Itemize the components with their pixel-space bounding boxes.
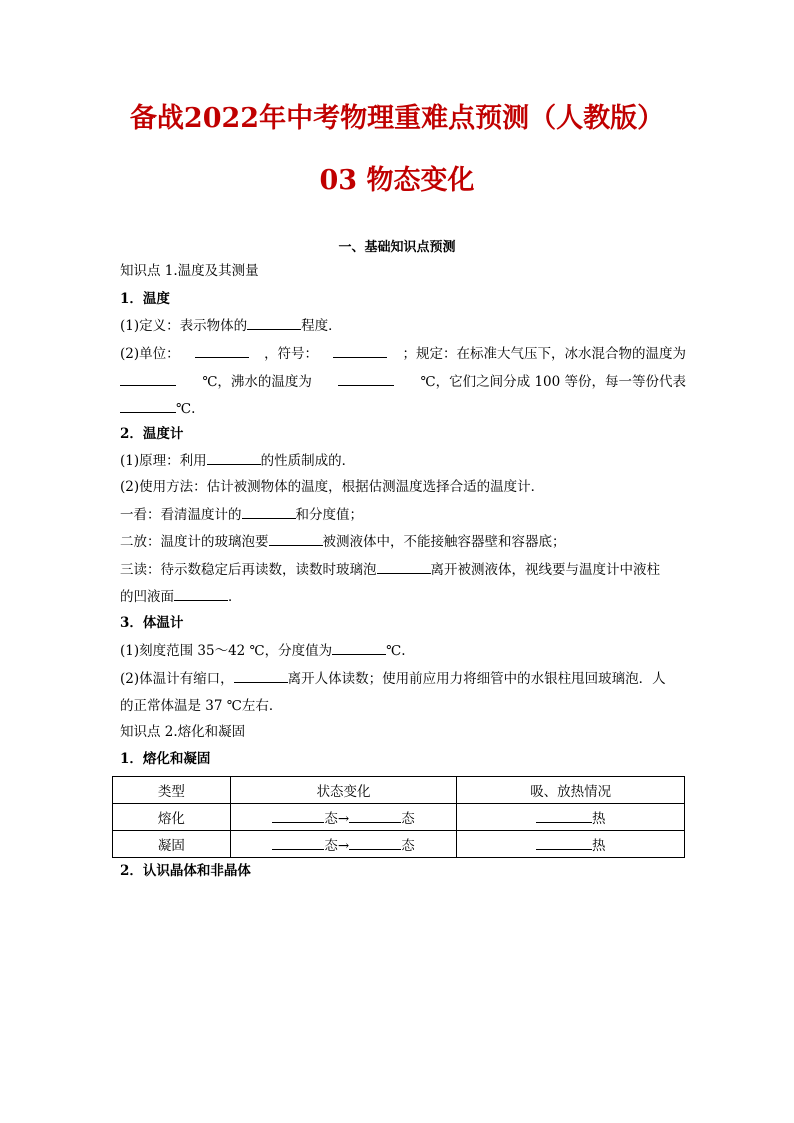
crystal-heading: 2．认识晶体和非晶体 <box>120 863 251 879</box>
type-cell: 凝固 <box>113 831 231 858</box>
text: 态→ <box>324 838 350 854</box>
header-state-change: 状态变化 <box>230 777 457 804</box>
definition-line <box>120 317 686 335</box>
unit-line-2 <box>120 373 686 391</box>
clinical-thermometer-heading: 3．体温计 <box>120 615 184 631</box>
document-title: 备战2022年中考物理重难点预测（人教版） <box>129 103 665 134</box>
table-header-row <box>113 777 685 804</box>
text: 的性质制成的． <box>260 453 356 469</box>
text: 离开人体读数；使用前应用力将细管中的水银柱甩回玻璃泡．人 <box>287 671 666 687</box>
text: ℃. <box>386 643 406 659</box>
answer-blank[interactable] <box>272 810 324 823</box>
heat-cell <box>457 804 685 831</box>
melting-solidifying-table <box>112 776 685 858</box>
answer-blank[interactable] <box>338 373 394 386</box>
section-heading: 一、基础知识点预测 <box>338 240 456 255</box>
answer-blank[interactable] <box>195 345 249 358</box>
text: 和分度值； <box>295 507 363 523</box>
text: ． <box>228 589 242 605</box>
text: 一看：看清温度计的 <box>120 507 242 523</box>
answer-blank[interactable] <box>207 452 261 465</box>
range-line <box>120 642 686 660</box>
place-line <box>120 533 686 551</box>
answer-blank[interactable] <box>242 506 296 519</box>
text: 态 <box>401 811 415 827</box>
unit-line <box>120 345 686 363</box>
text: 热 <box>591 838 606 854</box>
answer-blank[interactable] <box>536 810 592 823</box>
type-cell: 熔化 <box>113 804 231 831</box>
text: 三读：待示数稳定后再读数，读数时玻璃泡 <box>120 562 377 578</box>
text: ，符号： <box>264 346 319 362</box>
text: 程度． <box>301 318 342 334</box>
answer-blank[interactable] <box>234 670 288 683</box>
text: (2)单位： <box>120 346 180 362</box>
text: (1)原理：利用 <box>120 453 207 469</box>
text: ℃，沸水的温度为 <box>202 374 312 390</box>
answer-blank[interactable] <box>120 373 176 386</box>
answer-blank[interactable] <box>377 561 431 574</box>
text: (2)体温计有缩口， <box>120 671 234 687</box>
text: 热 <box>591 811 606 827</box>
answer-blank[interactable] <box>269 533 323 546</box>
document-subtitle: 03 物态变化 <box>319 165 475 196</box>
usage-line: (2)使用方法：估计被测物体的温度，根据估测温度选择合适的温度计． <box>120 479 545 495</box>
principle-line <box>120 452 686 470</box>
answer-blank[interactable] <box>333 345 387 358</box>
thermometer-heading: 2．温度计 <box>120 426 184 442</box>
answer-blank[interactable] <box>349 837 401 850</box>
read-line <box>120 561 686 579</box>
text: 的凹液面 <box>120 589 174 605</box>
text: ℃，它们之间分成 100 等份，每一等份代表 <box>420 374 686 390</box>
answer-blank[interactable] <box>120 400 176 413</box>
state-change-cell <box>230 831 457 858</box>
knowledge-point-2-heading: 知识点 2.熔化和凝固 <box>120 724 246 740</box>
header-heat: 吸、放热情况 <box>457 777 685 804</box>
answer-blank[interactable] <box>332 642 386 655</box>
text: ℃. <box>176 401 196 417</box>
state-change-cell <box>230 804 457 831</box>
answer-blank[interactable] <box>272 837 324 850</box>
text: 态 <box>401 838 415 854</box>
table-row <box>113 804 685 831</box>
look-line <box>120 506 686 524</box>
answer-blank[interactable] <box>247 317 301 330</box>
normal-temp-line: 的正常体温是 37 ℃左右． <box>120 698 283 714</box>
text: ；规定：在标准大气压下，冰水混合物的温度为 <box>402 346 686 362</box>
text: 二放：温度计的玻璃泡要 <box>120 534 269 550</box>
answer-blank[interactable] <box>174 588 228 601</box>
answer-blank[interactable] <box>536 837 592 850</box>
heat-cell <box>457 831 685 858</box>
read-line-2 <box>120 588 686 606</box>
text: (1)定义：表示物体的 <box>120 318 248 334</box>
answer-blank[interactable] <box>349 810 401 823</box>
header-type: 类型 <box>113 777 231 804</box>
neck-line <box>120 670 686 688</box>
text: 被测液体中，不能接触容器壁和容器底； <box>322 534 566 550</box>
unit-line-3 <box>120 400 686 418</box>
table-row <box>113 831 685 858</box>
knowledge-point-1-heading: 知识点 1.温度及其测量 <box>120 263 259 279</box>
text: (1)刻度范围 35～42 ℃，分度值为 <box>120 643 333 659</box>
text: 离开被测液体，视线要与温度计中液柱 <box>430 562 660 578</box>
text: 态→ <box>324 811 350 827</box>
melting-heading: 1．熔化和凝固 <box>120 751 211 767</box>
temperature-heading: 1．温度 <box>120 291 170 307</box>
